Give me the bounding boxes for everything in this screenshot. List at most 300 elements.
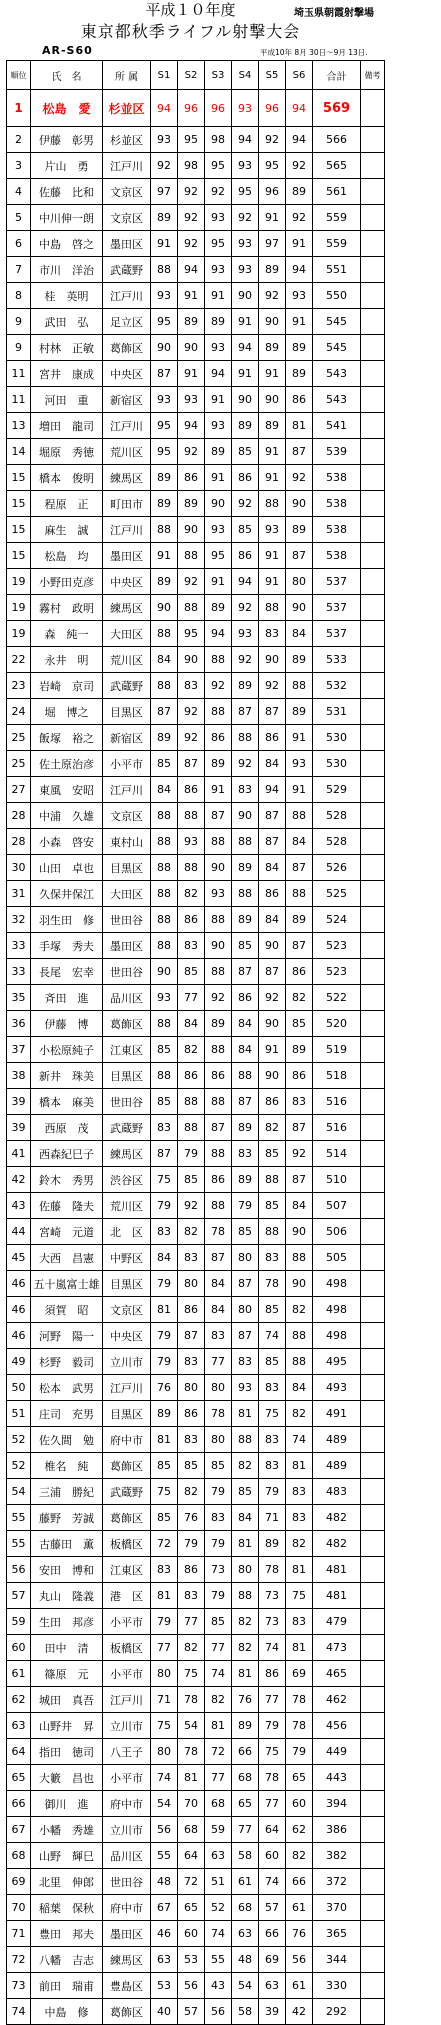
notes-cell: [361, 1791, 385, 1817]
series-4-score-cell: 94: [232, 127, 259, 153]
notes-cell: [361, 179, 385, 205]
series-1-score-cell: 81: [151, 1297, 178, 1323]
table-row: [7, 465, 385, 491]
rank-cell: 70: [7, 1895, 31, 1921]
series-3-score-cell: 77: [205, 1349, 232, 1375]
affiliation-cell: 目黒区: [103, 1063, 151, 1089]
shooter-name-cell: 豊田 邦夫: [31, 1921, 103, 1947]
table-row: [7, 1297, 385, 1323]
affiliation-cell: 江戸川: [103, 517, 151, 543]
series-1-score-cell: 88: [151, 621, 178, 647]
notes-cell: [361, 543, 385, 569]
notes-cell: [361, 1219, 385, 1245]
series-1-score-cell: 83: [151, 1115, 178, 1141]
total-score-cell: 532: [313, 673, 361, 699]
table-row: [7, 517, 385, 543]
affiliation-cell: 北 区: [103, 1219, 151, 1245]
notes-cell: [361, 1843, 385, 1869]
table-row: [7, 153, 385, 179]
total-score-cell: 372: [313, 1869, 361, 1895]
notes-cell: [361, 1739, 385, 1765]
series-5-score-cell: 84: [259, 855, 286, 881]
rank-cell: 72: [7, 1947, 31, 1973]
affiliation-cell: 墨田区: [103, 1921, 151, 1947]
series-1-score-cell: 67: [151, 1895, 178, 1921]
series-5-score-cell: 83: [259, 1427, 286, 1453]
shooter-name-cell: 森 純一: [31, 621, 103, 647]
total-score-cell: 516: [313, 1089, 361, 1115]
notes-cell: [361, 1817, 385, 1843]
series-4-score-cell: 87: [232, 699, 259, 725]
series-5-score-cell: 95: [259, 153, 286, 179]
series-6-score-cell: 89: [286, 699, 313, 725]
table-row: [7, 491, 385, 517]
series-6-score-cell: 60: [286, 1791, 313, 1817]
series-1-score-cell: 56: [151, 1817, 178, 1843]
series-3-score-cell: 95: [205, 153, 232, 179]
series-4-score-cell: 94: [232, 335, 259, 361]
total-score-cell: 365: [313, 1921, 361, 1947]
table-row: [7, 543, 385, 569]
series-3-score-cell: 86: [205, 1063, 232, 1089]
series-3-score-cell: 88: [205, 647, 232, 673]
table-row: [7, 595, 385, 621]
total-score-cell: 520: [313, 1011, 361, 1037]
series-6-score-cell: 87: [286, 1167, 313, 1193]
series-4-score-cell: 89: [232, 1713, 259, 1739]
notes-cell: [361, 1401, 385, 1427]
rank-cell: 25: [7, 751, 31, 777]
rank-cell: 68: [7, 1843, 31, 1869]
series-5-score-cell: 77: [259, 1687, 286, 1713]
series-1-score-cell: 87: [151, 361, 178, 387]
notes-cell: [361, 1349, 385, 1375]
notes-cell: [361, 1089, 385, 1115]
affiliation-cell: 豊島区: [103, 1973, 151, 1999]
notes-cell: [361, 647, 385, 673]
series-4-score-cell: 89: [232, 413, 259, 439]
notes-cell: [361, 257, 385, 283]
table-row: [7, 1765, 385, 1791]
series-5-score-cell: 92: [259, 127, 286, 153]
total-score-cell: 382: [313, 1843, 361, 1869]
series-2-score-cell: 84: [178, 1011, 205, 1037]
shooter-name-cell: 手塚 秀夫: [31, 933, 103, 959]
series-6-score-cell: 83: [286, 1609, 313, 1635]
table-row: [7, 1583, 385, 1609]
affiliation-cell: 八王子: [103, 1739, 151, 1765]
total-score-cell: 538: [313, 465, 361, 491]
shooter-name-cell: 山野井 昇: [31, 1713, 103, 1739]
series-2-score-cell: 56: [178, 1973, 205, 1999]
series-4-score-cell: 92: [232, 647, 259, 673]
table-row: [7, 439, 385, 465]
shooter-name-cell: 田中 清: [31, 1635, 103, 1661]
series-4-score-cell: 90: [232, 283, 259, 309]
series-4-score-cell: 80: [232, 1557, 259, 1583]
title-event: 東京都秋季ライフル射撃大会: [80, 22, 301, 41]
series-1-score-cell: 79: [151, 1349, 178, 1375]
table-row: [7, 1427, 385, 1453]
series-4-score-cell: 83: [232, 1349, 259, 1375]
series-5-score-cell: 91: [259, 361, 286, 387]
shooter-name-cell: 小野田克彦: [31, 569, 103, 595]
series-2-score-cell: 88: [178, 803, 205, 829]
affiliation-cell: 武蔵野: [103, 673, 151, 699]
table-row: [7, 1245, 385, 1271]
table-row: [7, 751, 385, 777]
rank-cell: 32: [7, 907, 31, 933]
series-3-score-cell: 91: [205, 569, 232, 595]
series-2-score-cell: 92: [178, 569, 205, 595]
rank-cell: 45: [7, 1245, 31, 1271]
notes-cell: [361, 1453, 385, 1479]
series-6-score-cell: 62: [286, 1817, 313, 1843]
series-6-score-cell: 56: [286, 1947, 313, 1973]
series-5-score-cell: 89: [259, 335, 286, 361]
rank-cell: 66: [7, 1791, 31, 1817]
table-row: [7, 1115, 385, 1141]
series-1-score-cell: 79: [151, 1323, 178, 1349]
series-6-score-cell: 88: [286, 881, 313, 907]
rank-cell: 5: [7, 205, 31, 231]
series-4-score-cell: 82: [232, 1609, 259, 1635]
shooter-name-cell: 橋本 麻美: [31, 1089, 103, 1115]
table-row: [7, 803, 385, 829]
series-2-score-cell: 91: [178, 361, 205, 387]
table-row: [7, 1271, 385, 1297]
series-5-score-cell: 96: [259, 179, 286, 205]
series-6-score-cell: 91: [286, 725, 313, 751]
shooter-name-cell: 河田 重: [31, 387, 103, 413]
table-row: [7, 621, 385, 647]
series-1-score-cell: 95: [151, 413, 178, 439]
series-6-score-cell: 65: [286, 1765, 313, 1791]
affiliation-cell: 江戸川: [103, 777, 151, 803]
series-3-score-cell: 96: [205, 90, 232, 127]
table-row: [7, 1219, 385, 1245]
series-6-score-cell: 75: [286, 1583, 313, 1609]
series-5-score-cell: 92: [259, 985, 286, 1011]
col-s1-header: S1: [151, 61, 178, 90]
series-3-score-cell: 79: [205, 1583, 232, 1609]
series-1-score-cell: 55: [151, 1843, 178, 1869]
series-4-score-cell: 68: [232, 1765, 259, 1791]
series-5-score-cell: 85: [259, 1193, 286, 1219]
series-5-score-cell: 91: [259, 1037, 286, 1063]
table-row: [7, 1895, 385, 1921]
rank-cell: 9: [7, 335, 31, 361]
total-score-cell: 473: [313, 1635, 361, 1661]
notes-cell: [361, 1141, 385, 1167]
total-score-cell: 541: [313, 413, 361, 439]
series-4-score-cell: 76: [232, 1687, 259, 1713]
total-score-cell: 526: [313, 855, 361, 881]
series-4-score-cell: 89: [232, 673, 259, 699]
series-1-score-cell: 88: [151, 803, 178, 829]
affiliation-cell: 町田市: [103, 491, 151, 517]
series-6-score-cell: 84: [286, 1375, 313, 1401]
series-3-score-cell: 91: [205, 283, 232, 309]
series-1-score-cell: 92: [151, 153, 178, 179]
rank-cell: 24: [7, 699, 31, 725]
series-5-score-cell: 87: [259, 829, 286, 855]
shooter-name-cell: 小松原純子: [31, 1037, 103, 1063]
table-row: [7, 90, 385, 127]
table-row: [7, 1739, 385, 1765]
series-3-score-cell: 88: [205, 1089, 232, 1115]
table-row: [7, 1037, 385, 1063]
series-1-score-cell: 40: [151, 1999, 178, 2025]
shooter-name-cell: 村林 正敏: [31, 335, 103, 361]
series-5-score-cell: 90: [259, 1063, 286, 1089]
rank-cell: 27: [7, 777, 31, 803]
series-4-score-cell: 88: [232, 881, 259, 907]
total-score-cell: 551: [313, 257, 361, 283]
rank-cell: 22: [7, 647, 31, 673]
affiliation-cell: 板橋区: [103, 1531, 151, 1557]
series-6-score-cell: 87: [286, 543, 313, 569]
series-5-score-cell: 78: [259, 1557, 286, 1583]
total-score-cell: 537: [313, 621, 361, 647]
series-2-score-cell: 77: [178, 985, 205, 1011]
shooter-name-cell: 篠原 元: [31, 1661, 103, 1687]
table-row: [7, 1141, 385, 1167]
total-score-cell: 529: [313, 777, 361, 803]
series-3-score-cell: 91: [205, 465, 232, 491]
shooter-name-cell: 宮井 康成: [31, 361, 103, 387]
table-row: [7, 1479, 385, 1505]
affiliation-cell: 荒川区: [103, 439, 151, 465]
notes-cell: [361, 803, 385, 829]
series-4-score-cell: 85: [232, 1479, 259, 1505]
affiliation-cell: 練馬区: [103, 595, 151, 621]
affiliation-cell: 墨田区: [103, 933, 151, 959]
notes-cell: [361, 1531, 385, 1557]
series-3-score-cell: 80: [205, 1427, 232, 1453]
series-2-score-cell: 93: [178, 829, 205, 855]
series-1-score-cell: 88: [151, 1011, 178, 1037]
series-4-score-cell: 79: [232, 1193, 259, 1219]
series-2-score-cell: 82: [178, 1479, 205, 1505]
affiliation-cell: 世田谷: [103, 907, 151, 933]
series-2-score-cell: 77: [178, 1609, 205, 1635]
series-4-score-cell: 65: [232, 1791, 259, 1817]
shooter-name-cell: 西森紀巳子: [31, 1141, 103, 1167]
series-5-score-cell: 83: [259, 621, 286, 647]
total-score-cell: 479: [313, 1609, 361, 1635]
series-2-score-cell: 81: [178, 1765, 205, 1791]
series-4-score-cell: 92: [232, 205, 259, 231]
series-2-score-cell: 82: [178, 1635, 205, 1661]
rank-cell: 46: [7, 1323, 31, 1349]
rank-cell: 55: [7, 1531, 31, 1557]
rank-cell: 60: [7, 1635, 31, 1661]
col-total-header: 合計: [313, 61, 361, 90]
affiliation-cell: 文京区: [103, 205, 151, 231]
table-row: [7, 881, 385, 907]
rank-cell: 11: [7, 361, 31, 387]
table-row: [7, 1661, 385, 1687]
series-4-score-cell: 93: [232, 153, 259, 179]
series-6-score-cell: 85: [286, 1011, 313, 1037]
series-1-score-cell: 88: [151, 257, 178, 283]
rank-cell: 11: [7, 387, 31, 413]
series-3-score-cell: 59: [205, 1817, 232, 1843]
total-score-cell: 481: [313, 1557, 361, 1583]
affiliation-cell: 葛飾区: [103, 1453, 151, 1479]
series-1-score-cell: 89: [151, 491, 178, 517]
series-2-score-cell: 95: [178, 127, 205, 153]
affiliation-cell: 品川区: [103, 1843, 151, 1869]
shooter-name-cell: 西原 茂: [31, 1115, 103, 1141]
rank-cell: 15: [7, 543, 31, 569]
rank-cell: 4: [7, 179, 31, 205]
series-1-score-cell: 85: [151, 1037, 178, 1063]
series-5-score-cell: 83: [259, 1453, 286, 1479]
shooter-name-cell: 山田 卓也: [31, 855, 103, 881]
affiliation-cell: 武蔵野: [103, 1479, 151, 1505]
rank-cell: 51: [7, 1401, 31, 1427]
rank-cell: 59: [7, 1609, 31, 1635]
shooter-name-cell: 中川伸一朗: [31, 205, 103, 231]
affiliation-cell: 品川区: [103, 985, 151, 1011]
series-6-score-cell: 69: [286, 1661, 313, 1687]
total-score-cell: 489: [313, 1427, 361, 1453]
shooter-name-cell: 久保井保江: [31, 881, 103, 907]
series-4-score-cell: 63: [232, 1921, 259, 1947]
shooter-name-cell: 岩崎 京司: [31, 673, 103, 699]
rank-cell: 19: [7, 569, 31, 595]
series-2-score-cell: 54: [178, 1713, 205, 1739]
shooter-name-cell: 三浦 勝紀: [31, 1479, 103, 1505]
series-6-score-cell: 91: [286, 309, 313, 335]
shooter-name-cell: 山野 輝巳: [31, 1843, 103, 1869]
rank-cell: 19: [7, 595, 31, 621]
series-3-score-cell: 80: [205, 1375, 232, 1401]
series-6-score-cell: 89: [286, 907, 313, 933]
series-6-score-cell: 91: [286, 777, 313, 803]
series-2-score-cell: 88: [178, 1089, 205, 1115]
series-2-score-cell: 86: [178, 1557, 205, 1583]
rank-cell: 42: [7, 1167, 31, 1193]
notes-cell: [361, 725, 385, 751]
series-4-score-cell: 84: [232, 1037, 259, 1063]
rank-cell: 62: [7, 1687, 31, 1713]
rank-cell: 14: [7, 439, 31, 465]
rank-cell: 33: [7, 933, 31, 959]
notes-cell: [361, 1115, 385, 1141]
series-3-score-cell: 93: [205, 413, 232, 439]
rank-cell: 36: [7, 1011, 31, 1037]
series-2-score-cell: 83: [178, 1245, 205, 1271]
series-5-score-cell: 84: [259, 907, 286, 933]
total-score-cell: 518: [313, 1063, 361, 1089]
affiliation-cell: 小平市: [103, 1609, 151, 1635]
notes-cell: [361, 1661, 385, 1687]
series-6-score-cell: 88: [286, 1323, 313, 1349]
series-2-score-cell: 65: [178, 1895, 205, 1921]
series-5-score-cell: 85: [259, 1297, 286, 1323]
affiliation-cell: 世田谷: [103, 1869, 151, 1895]
series-1-score-cell: 88: [151, 829, 178, 855]
col-notes-header: 備考: [361, 61, 385, 90]
shooter-name-cell: 大籔 昌也: [31, 1765, 103, 1791]
affiliation-cell: 府中市: [103, 1427, 151, 1453]
series-4-score-cell: 93: [232, 231, 259, 257]
series-1-score-cell: 87: [151, 1141, 178, 1167]
series-5-score-cell: 83: [259, 1245, 286, 1271]
affiliation-cell: 目黒区: [103, 1401, 151, 1427]
notes-cell: [361, 231, 385, 257]
series-4-score-cell: 82: [232, 1635, 259, 1661]
series-5-score-cell: 39: [259, 1999, 286, 2025]
series-6-score-cell: 90: [286, 595, 313, 621]
series-3-score-cell: 89: [205, 439, 232, 465]
total-score-cell: 561: [313, 179, 361, 205]
series-1-score-cell: 91: [151, 543, 178, 569]
series-4-score-cell: 58: [232, 1843, 259, 1869]
table-row: [7, 283, 385, 309]
table-row: [7, 985, 385, 1011]
table-row: [7, 1089, 385, 1115]
shooter-name-cell: 杉野 毅司: [31, 1349, 103, 1375]
series-2-score-cell: 83: [178, 1427, 205, 1453]
total-score-cell: 443: [313, 1765, 361, 1791]
series-2-score-cell: 82: [178, 1037, 205, 1063]
series-1-score-cell: 75: [151, 1479, 178, 1505]
affiliation-cell: 世田谷: [103, 959, 151, 985]
series-4-score-cell: 83: [232, 1141, 259, 1167]
series-4-score-cell: 86: [232, 985, 259, 1011]
series-6-score-cell: 88: [286, 1349, 313, 1375]
rank-cell: 30: [7, 855, 31, 881]
series-6-score-cell: 93: [286, 751, 313, 777]
series-5-score-cell: 79: [259, 1713, 286, 1739]
series-3-score-cell: 73: [205, 1557, 232, 1583]
affiliation-cell: 小平市: [103, 1661, 151, 1687]
notes-cell: [361, 1973, 385, 1999]
affiliation-cell: 中央区: [103, 569, 151, 595]
notes-cell: [361, 907, 385, 933]
affiliation-cell: 葛飾区: [103, 335, 151, 361]
series-6-score-cell: 61: [286, 1973, 313, 1999]
notes-cell: [361, 413, 385, 439]
table-row: [7, 647, 385, 673]
series-4-score-cell: 89: [232, 1167, 259, 1193]
total-score-cell: 491: [313, 1401, 361, 1427]
total-score-cell: 493: [313, 1375, 361, 1401]
shooter-name-cell: 永井 明: [31, 647, 103, 673]
series-1-score-cell: 74: [151, 1765, 178, 1791]
series-6-score-cell: 93: [286, 283, 313, 309]
series-5-score-cell: 86: [259, 881, 286, 907]
series-1-score-cell: 63: [151, 1947, 178, 1973]
series-1-score-cell: 88: [151, 907, 178, 933]
series-4-score-cell: 93: [232, 1375, 259, 1401]
total-score-cell: 498: [313, 1271, 361, 1297]
series-5-score-cell: 74: [259, 1323, 286, 1349]
series-2-score-cell: 94: [178, 413, 205, 439]
notes-cell: [361, 1895, 385, 1921]
series-3-score-cell: 95: [205, 543, 232, 569]
rank-cell: 15: [7, 465, 31, 491]
series-2-score-cell: 88: [178, 855, 205, 881]
notes-cell: [361, 309, 385, 335]
series-6-score-cell: 86: [286, 387, 313, 413]
table-row: [7, 1375, 385, 1401]
series-3-score-cell: 85: [205, 1453, 232, 1479]
